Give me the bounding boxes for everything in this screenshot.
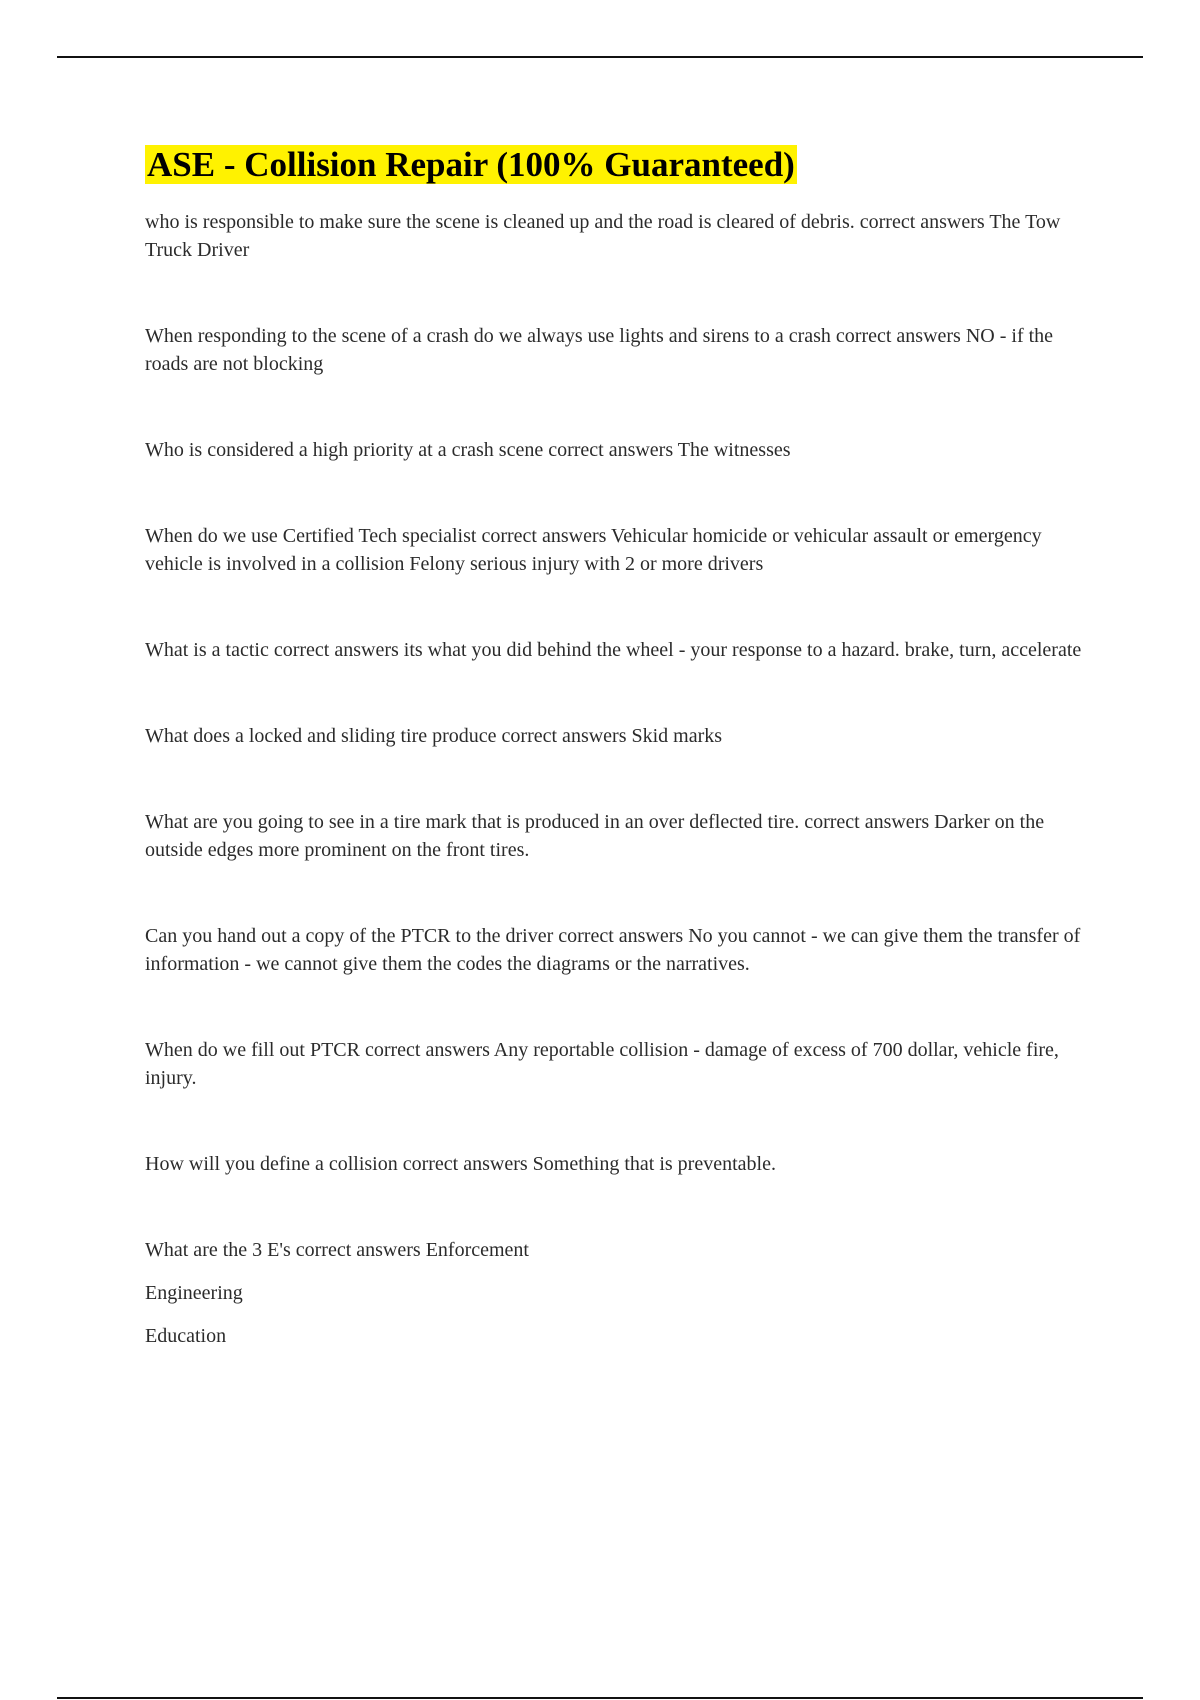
header-rule xyxy=(57,56,1143,58)
title-block xyxy=(145,143,1090,194)
qa-item: Can you hand out a copy of the PTCR to the driver correct answers No you cannot - we can give them the transfer of information - we cannot give them the codes the diagrams or the narratives. xyxy=(145,925,1081,975)
qa-item: When responding to the scene of a crash do we always use lights and sirens to a crash correct answers NO - if the roads are not blocking xyxy=(145,325,1054,375)
qa-item: When do we use Certified Tech specialist correct answers Vehicular homicide or vehicular assault or emergency vehicle is involved in a collision Felony serious injury with 2 or more drivers xyxy=(145,525,1042,575)
footer-rule xyxy=(57,1697,1143,1699)
page-title: ASE - Collision Repair (100% Guaranteed) xyxy=(147,145,795,184)
qa-item: What does a locked and sliding tire produce correct answers Skid marks xyxy=(145,725,723,747)
qa-list xyxy=(145,208,1090,1350)
qa-item: What is a tactic correct answers its what you did behind the wheel - your response to a hazard. brake, turn, accelerate xyxy=(145,639,1082,661)
qa-item: who is responsible to make sure the scene is cleaned up and the road is cleared of debris. correct answers The Tow Truck Driver xyxy=(145,211,1061,261)
answer-continuation: Education xyxy=(145,1325,227,1347)
qa-item: What are the 3 E's correct answers Enforcement xyxy=(145,1239,529,1261)
answer-continuation: Engineering xyxy=(145,1282,243,1304)
document-body xyxy=(145,143,1090,1350)
qa-item: Who is considered a high priority at a crash scene correct answers The witnesses xyxy=(145,439,791,461)
qa-item: How will you define a collision correct answers Something that is preventable. xyxy=(145,1153,776,1175)
qa-item: What are you going to see in a tire mark that is produced in an over deflected tire. correct answers Darker on the outside edges more prominent on the front tires. xyxy=(145,811,1045,861)
qa-item: When do we fill out PTCR correct answers Any reportable collision - damage of excess of 700 dollar, vehicle fire, injury. xyxy=(145,1039,1059,1089)
